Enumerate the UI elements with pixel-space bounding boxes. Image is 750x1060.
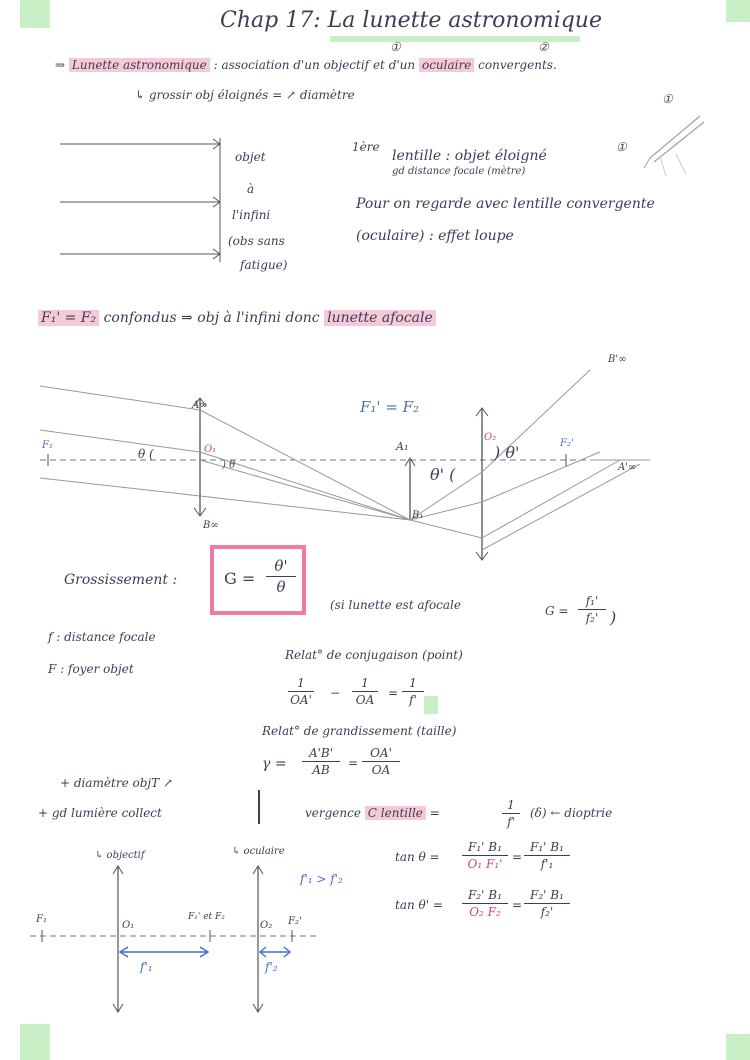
diag-label-F1p-F2: F₁' = F₂ bbox=[360, 398, 420, 416]
grossissement-box bbox=[210, 545, 306, 615]
grossissement-afocal-frac: f₁' f₂' bbox=[578, 594, 606, 625]
def-F: F : foyer objet bbox=[48, 662, 134, 676]
label-compare: f'₁ > f'₂ bbox=[300, 872, 343, 886]
plus-diametre: + diamètre objT ↗ bbox=[60, 776, 173, 790]
grandissement-eq: = bbox=[348, 756, 359, 770]
diag-label-A1: A₁ bbox=[396, 440, 409, 453]
diag-label-O2: O₂ bbox=[484, 432, 497, 443]
label-F2p: F₂' bbox=[288, 916, 302, 927]
afocal-line: F₁' = F₂ confondus ⇒ obj à l'infini donc lunette afocale bbox=[38, 310, 436, 326]
diag-label-theta-2: ) θ bbox=[222, 460, 236, 471]
label-f1: f'₁ bbox=[140, 960, 153, 974]
conj-eq: = bbox=[388, 686, 399, 700]
diag-label-B1: B₁ bbox=[412, 510, 424, 521]
corner-mark-top-right bbox=[726, 0, 750, 22]
diag-label-theta: θ ( bbox=[138, 447, 154, 461]
conjugaison-title: Relat° de conjugaison (point) bbox=[285, 648, 463, 662]
rays-text-3: l'infini bbox=[232, 208, 271, 222]
label-f2: f'₂ bbox=[265, 960, 278, 974]
rays-text-1: objet bbox=[235, 150, 266, 164]
intro-mark-2: ② bbox=[538, 40, 549, 54]
tan-theta-lhs: tan θ = bbox=[395, 850, 440, 864]
label-O2: O₂ bbox=[260, 920, 273, 931]
vergence-frac: 1 f' bbox=[502, 798, 520, 829]
diag-label-Bpinf: B'∞ bbox=[608, 354, 627, 365]
diag-label-F2p: F₂' bbox=[560, 438, 574, 449]
vergence-line: vergence C lentille = bbox=[305, 806, 440, 820]
intro-line-2: ↳ grossir obj éloignés = ↗ diamètre bbox=[135, 88, 355, 102]
tan-thetap-frac-2: F₂' B₁ f₂' bbox=[524, 888, 570, 919]
corner-mark-bottom-right bbox=[726, 1034, 750, 1060]
first-lens-num: 1ère bbox=[352, 140, 380, 154]
grossissement-afocal-note: (si lunette est afocale bbox=[330, 598, 461, 612]
grandissement-frac-1: A'B' AB bbox=[302, 746, 340, 777]
intro-mark-1: ① bbox=[390, 40, 401, 54]
grossissement-lhs: G = bbox=[224, 569, 256, 588]
label-oculaire: ↳ oculaire bbox=[232, 846, 285, 857]
page-title: Chap 17: La lunette astronomique bbox=[220, 8, 602, 33]
label-F1p-F2: F₁' et F₂ bbox=[188, 912, 225, 922]
intro-line-1: ⇒ Lunette astronomique : association d'un objectif et d'un oculaire convergents. bbox=[55, 58, 557, 72]
diag-label-thetap: θ' ( bbox=[430, 465, 456, 484]
conj-term-3: 1 f' bbox=[402, 676, 424, 707]
diag-label-O1: O₁ bbox=[204, 444, 217, 455]
conj-highlight bbox=[424, 696, 438, 714]
pen-sketch-icon bbox=[630, 110, 710, 180]
first-lens-line-3: Pour on regarde avec lentille convergente bbox=[356, 196, 655, 212]
diag-label-Binf: B∞ bbox=[203, 520, 219, 531]
lens-spacing-diagram bbox=[20, 840, 350, 1040]
conj-term-1: 1 OA' bbox=[288, 676, 314, 707]
diag-label-F1: F₁ bbox=[42, 440, 53, 451]
rays-text-2: à bbox=[247, 182, 255, 196]
tan-thetap-lhs: tan θ' = bbox=[395, 898, 443, 912]
tan-theta-frac-1: F₁' B₁ O₁ F₁' bbox=[462, 840, 508, 871]
first-lens-mark: ① bbox=[616, 140, 627, 154]
first-lens-label: lentille : objet éloigné bbox=[392, 148, 547, 164]
grossissement-fraction: θ' θ bbox=[266, 557, 296, 596]
vergence-unit: (δ) ← dioptrie bbox=[530, 806, 613, 820]
tan-theta-frac-2: F₁' B₁ f'₁ bbox=[524, 840, 570, 871]
parallel-rays-diagram bbox=[55, 130, 235, 270]
def-f: f : distance focale bbox=[48, 630, 156, 644]
label-objectif: ↳ objectif bbox=[95, 850, 145, 861]
label-F1: F₁ bbox=[36, 914, 47, 925]
rays-text-4: (obs sans bbox=[228, 234, 285, 248]
conj-minus: − bbox=[330, 686, 341, 700]
label-O1: O₁ bbox=[122, 920, 135, 931]
diag-label-Ainf: A∞ bbox=[192, 400, 208, 411]
lunette-ray-diagram bbox=[0, 330, 750, 570]
tan-thetap-frac-1: F₂' B₁ O₂ F₂ bbox=[462, 888, 508, 919]
first-lens-sub: gd distance focale (mètre) bbox=[392, 166, 526, 177]
diag-label-Apinf: A'∞ bbox=[618, 462, 637, 473]
corner-mark-top-left bbox=[20, 0, 50, 28]
first-lens-line-4: (oculaire) : effet loupe bbox=[356, 228, 514, 244]
grandissement-lhs: γ = bbox=[262, 756, 287, 772]
grandissement-frac-2: OA' OA bbox=[362, 746, 400, 777]
tan-thetap-eq: = bbox=[512, 898, 523, 912]
tan-theta-eq: = bbox=[512, 850, 523, 864]
diag-label-thetap-2: ) θ' bbox=[494, 443, 520, 462]
grossissement-afocal-g: G = bbox=[545, 604, 569, 618]
rays-text-5: fatigue) bbox=[240, 258, 288, 272]
plus-lumiere: + gd lumière collect bbox=[38, 806, 162, 820]
grossissement-label: Grossissement : bbox=[64, 572, 178, 588]
grossissement-afocal-close: ) bbox=[610, 608, 617, 627]
conj-term-2: 1 OA bbox=[352, 676, 378, 707]
grandissement-title: Relat° de grandissement (taille) bbox=[262, 724, 457, 738]
intro-mark-3: ① bbox=[662, 92, 673, 106]
bracket-line bbox=[258, 790, 260, 824]
